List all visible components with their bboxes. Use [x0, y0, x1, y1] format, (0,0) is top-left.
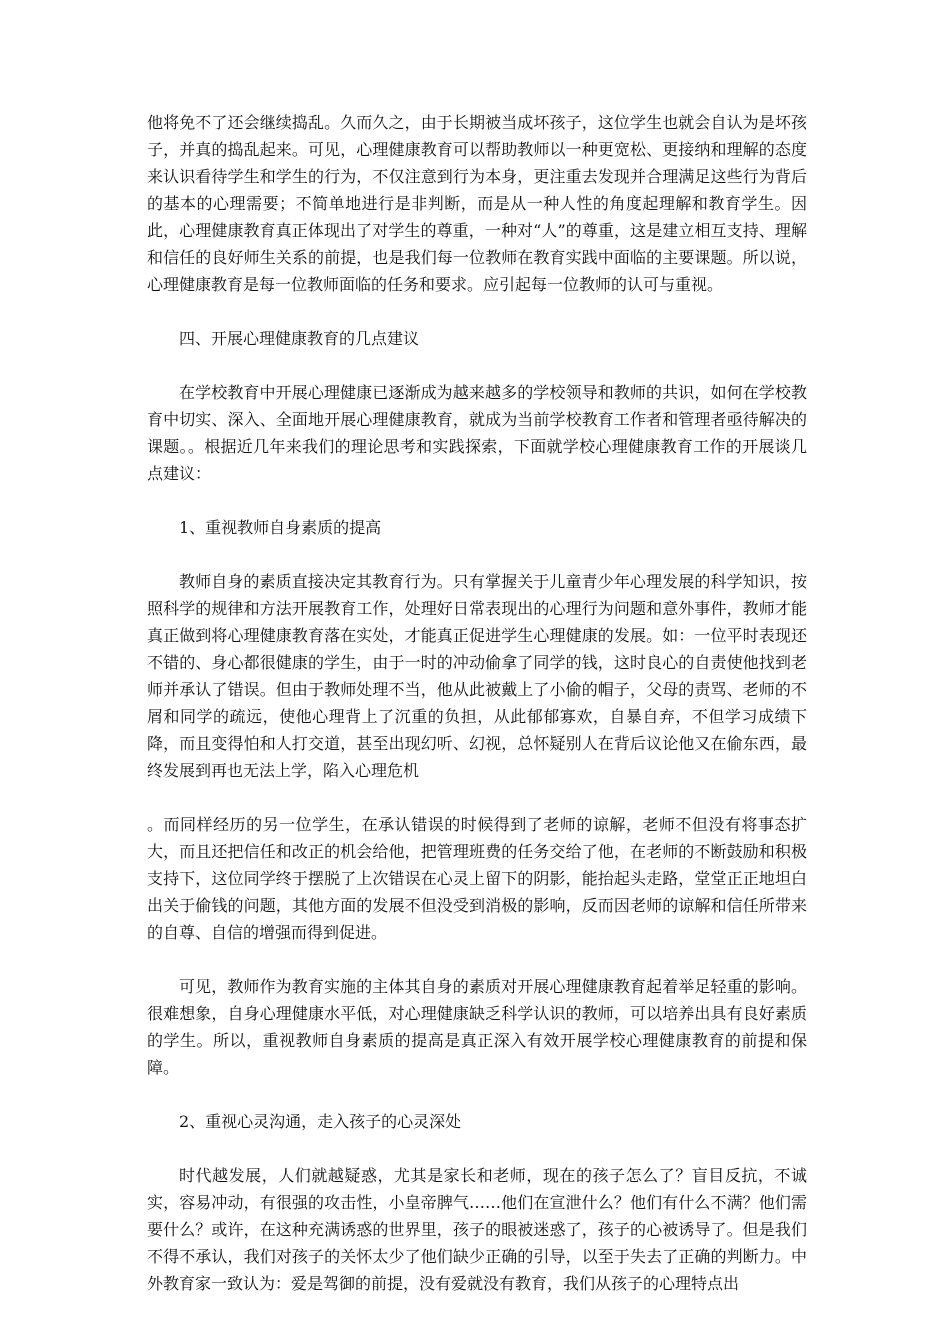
section-heading-four: 四、开展心理健康教育的几点建议	[179, 329, 420, 348]
document-page	[147, 109, 807, 1297]
paragraph-second-student: 。而同样经历的另一位学生，在承认错误的时候得到了老师的谅解，老师不但没有将事态扩大，而且还把信任和改正的机会给他，把管理班费的任务交给了他，在老师的不断鼓励和积极支持下，这位同学终于摆脱了上次错误在心灵上留下的阴影，能抬起头走路，堂堂正正地坦白出关于偷钱的问题，其他方面的发展不但没受到消极的影响，反而因老师的谅解和信任所带来的自尊、自信的增强而得到促进。	[147, 815, 807, 942]
paragraph-continuation: 他将免不了还会继续捣乱。久而久之，由于长期被当成坏孩子，这位学生也就会自认为是坏孩子，并真的捣乱起来。可见，心理健康教育可以帮助教师以一种更宽松、更接纳和理解的态度来认识看待学生和学生的行为，不仅注意到行为本身，更注重去发现并合理满足这些行为背后的基本的心理需要；不简单地进行是非判断，而是从一种人性的角度起理解和教育学生。因此，心理健康教育真正体现出了对学生的尊重，一种对“人”的尊重，这是建立相互支持、理解和信任的良好师生关系的前提，也是我们每一位教师在教育实践中面临的主要课题。所以说，心理健康教育是每一位教师面临的任务和要求。应引起每一位教师的认可与重视。	[147, 113, 807, 294]
subheading-one: 1、重视教师自身素质的提高	[179, 518, 382, 537]
paragraph-intro: 在学校教育中开展心理健康已逐渐成为越来越多的学校领导和教师的共识，如何在学校教育中切实、深入、全面地开展心理健康教育，就成为当前学校教育工作者和管理者亟待解决的课题。。根据近几年来我们的理论思考和实践探索，下面就学校心理健康教育工作的开展谈几点建议：	[147, 383, 807, 483]
paragraph-communication: 时代越发展，人们就越疑惑，尤其是家长和老师，现在的孩子怎么了？盲目反抗，不诚实，容易冲动，有很强的攻击性，小皇帝脾气……他们在宣泄什么？他们有什么不满？他们需要什么？或许，在这种充满诱惑的世界里，孩子的眼被迷惑了，孩子的心被诱导了。但是我们不得不承认，我们对孩子的关怀太少了他们缺少正确的引导，以至于失去了正确的判断力。中外教育家一致认为：爱是驾御的前提，没有爱就没有教育，我们从孩子的心理特点出	[147, 1166, 807, 1293]
subheading-two: 2、重视心灵沟通，走入孩子的心灵深处	[179, 1112, 462, 1131]
paragraph-teacher-quality: 教师自身的素质直接决定其教育行为。只有掌握关于儿童青少年心理发展的科学知识，按照科学的规律和方法开展教育工作，处理好日常表现出的心理行为问题和意外事件，教师才能真正做到将心理健康教育落在实处，才能真正促进学生心理健康的发展。如：一位平时表现还不错的、身心都很健康的学生，由于一时的冲动偷拿了同学的钱，这时良心的自责使他找到老师并承认了错误。但由于教师处理不当，他从此被戴上了小偷的帽子，父母的责骂、老师的不屑和同学的疏远，使他心理背上了沉重的负担，从此郁郁寡欢，自暴自弃，不但学习成绩下降，而且变得怕和人打交道，甚至出现幻听、幻视，总怀疑别人在背后议论他又在偷东西，最终发展到再也无法上学，陷入心理危机	[147, 572, 807, 780]
paragraph-conclusion: 可见，教师作为教育实施的主体其自身的素质对开展心理健康教育起着举足轻重的影响。很难想象，自身心理健康水平低，对心理健康缺乏科学认识的教师，可以培养出具有良好素质的学生。所以，重视教师自身素质的提高是真正深入有效开展学校心理健康教育的前提和保障。	[147, 977, 807, 1077]
